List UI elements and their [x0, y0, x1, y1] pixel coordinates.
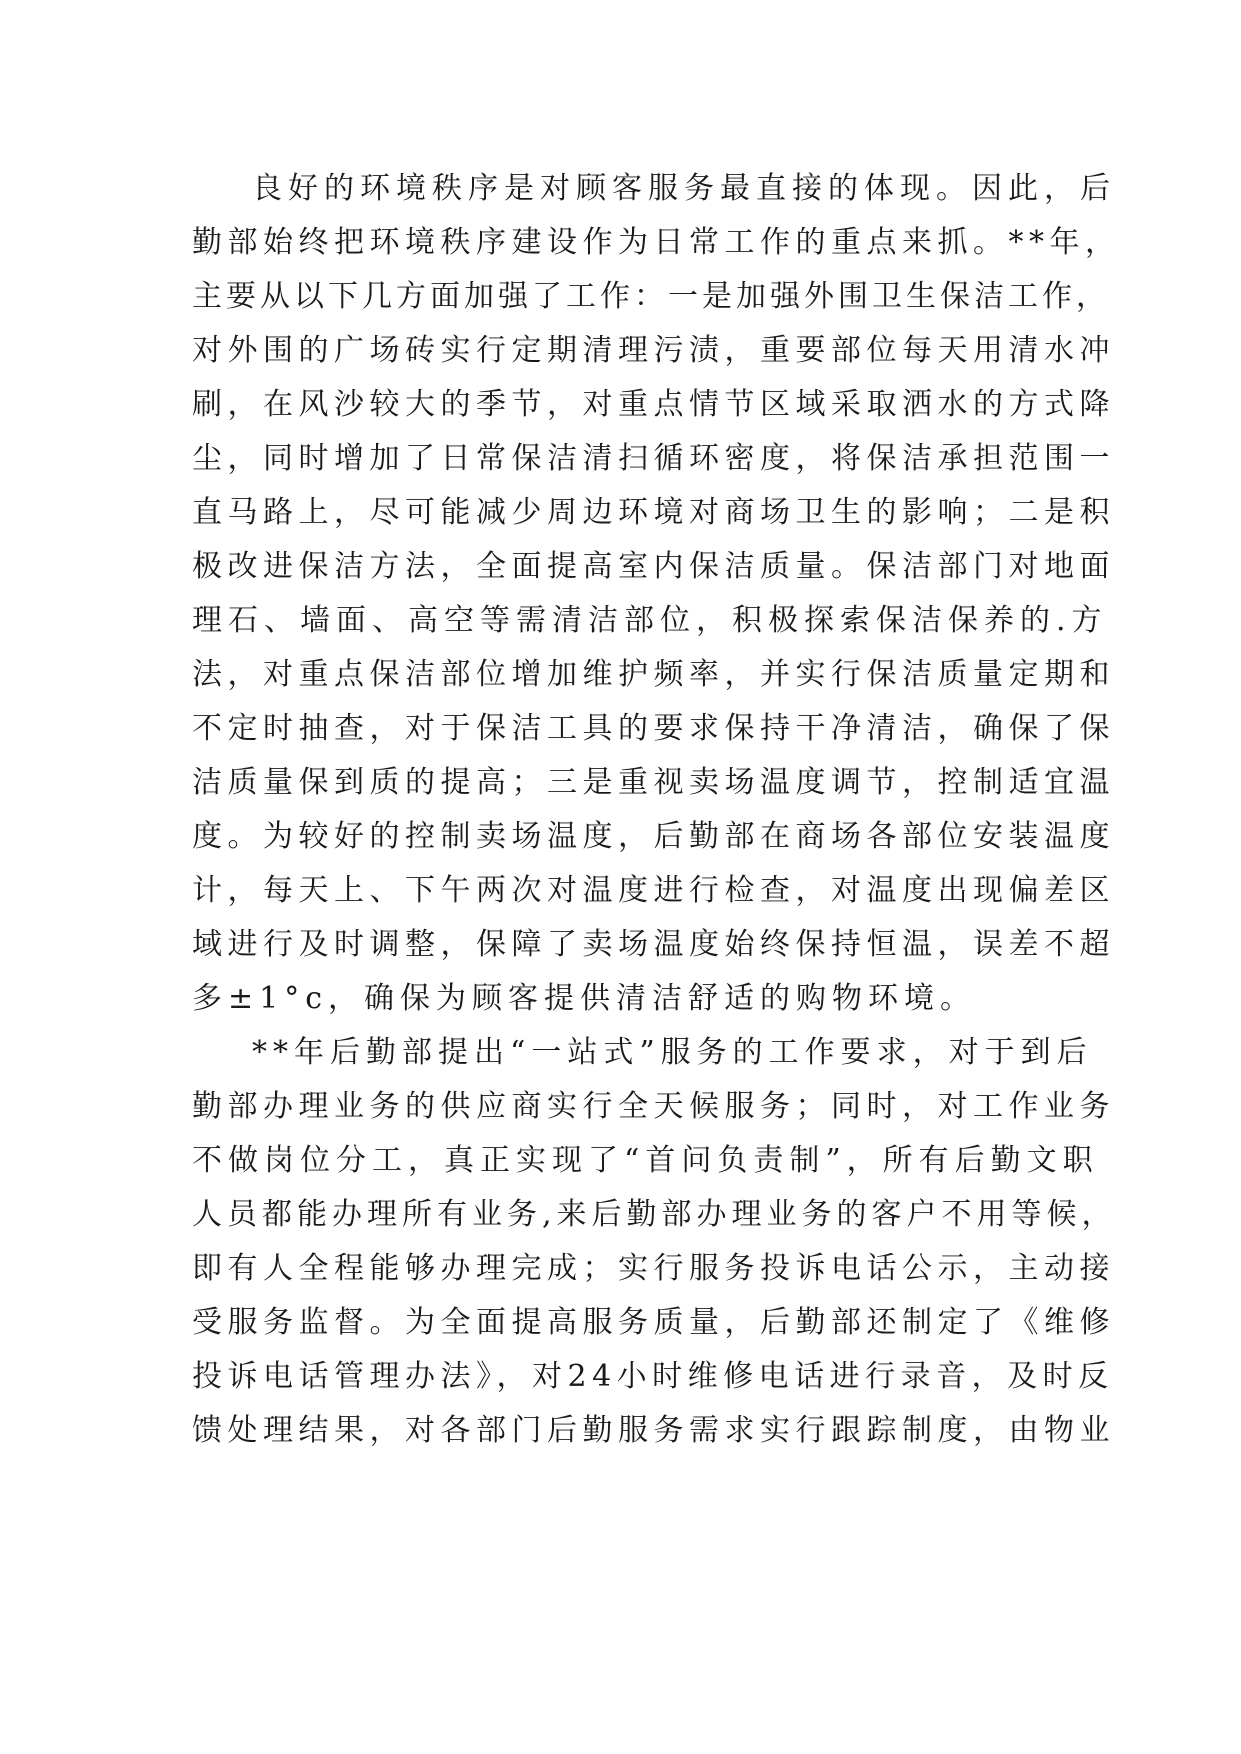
- paragraph-1-line-16: 多±1°c，确保为顾客提供清洁舒适的购物环境。: [192, 981, 977, 1016]
- paragraph-1-line-15: 域进行及时调整，保障了卖场温度始终保持恒温，误差不超: [192, 927, 1115, 962]
- paragraph-1-line-2: 勤部始终把环境秩序建设作为日常工作的重点来抓。**年，: [192, 225, 1121, 260]
- paragraph-1-line-14: 计，每天上、下午两次对温度进行检查，对温度出现偏差区: [192, 873, 1115, 908]
- paragraph-2-line-5: 即有人全程能够办理完成；实行服务投诉电话公示，主动接: [192, 1251, 1115, 1286]
- paragraph-1-line-4: 对外围的广场砖实行定期清理污渍，重要部位每天用清水冲: [192, 333, 1115, 368]
- paragraph-2-line-4: 人员都能办理所有业务,来后勤部办理业务的客户不用等候，: [192, 1197, 1117, 1232]
- paragraph-2-line-1: **年后勤部提出“一站式”服务的工作要求，对于到后: [252, 1035, 1093, 1070]
- paragraph-1-line-8: 极改进保洁方法，全面提高室内保洁质量。保洁部门对地面: [192, 549, 1115, 584]
- paragraph-1-line-3: 主要从以下几方面加强了工作：一是加强外围卫生保洁工作，: [192, 279, 1110, 314]
- paragraph-1-line-10: 法，对重点保洁部位增加维护频率，并实行保洁质量定期和: [192, 657, 1115, 692]
- paragraph-1-line-6: 尘，同时增加了日常保洁清扫循环密度，将保洁承担范围一: [192, 441, 1115, 476]
- paragraph-1-line-1: 良好的环境秩序是对顾客服务最直接的体现。因此，后: [252, 171, 1116, 206]
- paragraph-1-line-5: 刷，在风沙较大的季节，对重点情节区域采取洒水的方式降: [192, 387, 1115, 422]
- paragraph-2-line-7: 投诉电话管理办法》，对24小时维修电话进行录音，及时反: [192, 1359, 1114, 1394]
- paragraph-1-line-9: 理石、墙面、高空等需清洁部位，积极探索保洁保养的.方: [192, 603, 1108, 638]
- paragraph-1-line-12: 洁质量保到质的提高；三是重视卖场温度调节，控制适宜温: [192, 765, 1115, 800]
- paragraph-2-line-8: 馈处理结果，对各部门后勤服务需求实行跟踪制度，由物业: [192, 1413, 1115, 1448]
- paragraph-2-line-6: 受服务监督。为全面提高服务质量，后勤部还制定了《维修: [192, 1305, 1115, 1340]
- paragraph-1-line-11: 不定时抽查，对于保洁工具的要求保持干净清洁，确保了保: [192, 711, 1115, 746]
- paragraph-2-line-3: 不做岗位分工，真正实现了“首问负责制”，所有后勤文职: [192, 1143, 1099, 1178]
- paragraph-1-line-7: 直马路上，尽可能减少周边环境对商场卫生的影响；二是积: [192, 495, 1115, 530]
- paragraph-2-line-2: 勤部办理业务的供应商实行全天候服务；同时，对工作业务: [192, 1089, 1115, 1124]
- paragraph-1-line-13: 度。为较好的控制卖场温度，后勤部在商场各部位安装温度: [192, 819, 1115, 854]
